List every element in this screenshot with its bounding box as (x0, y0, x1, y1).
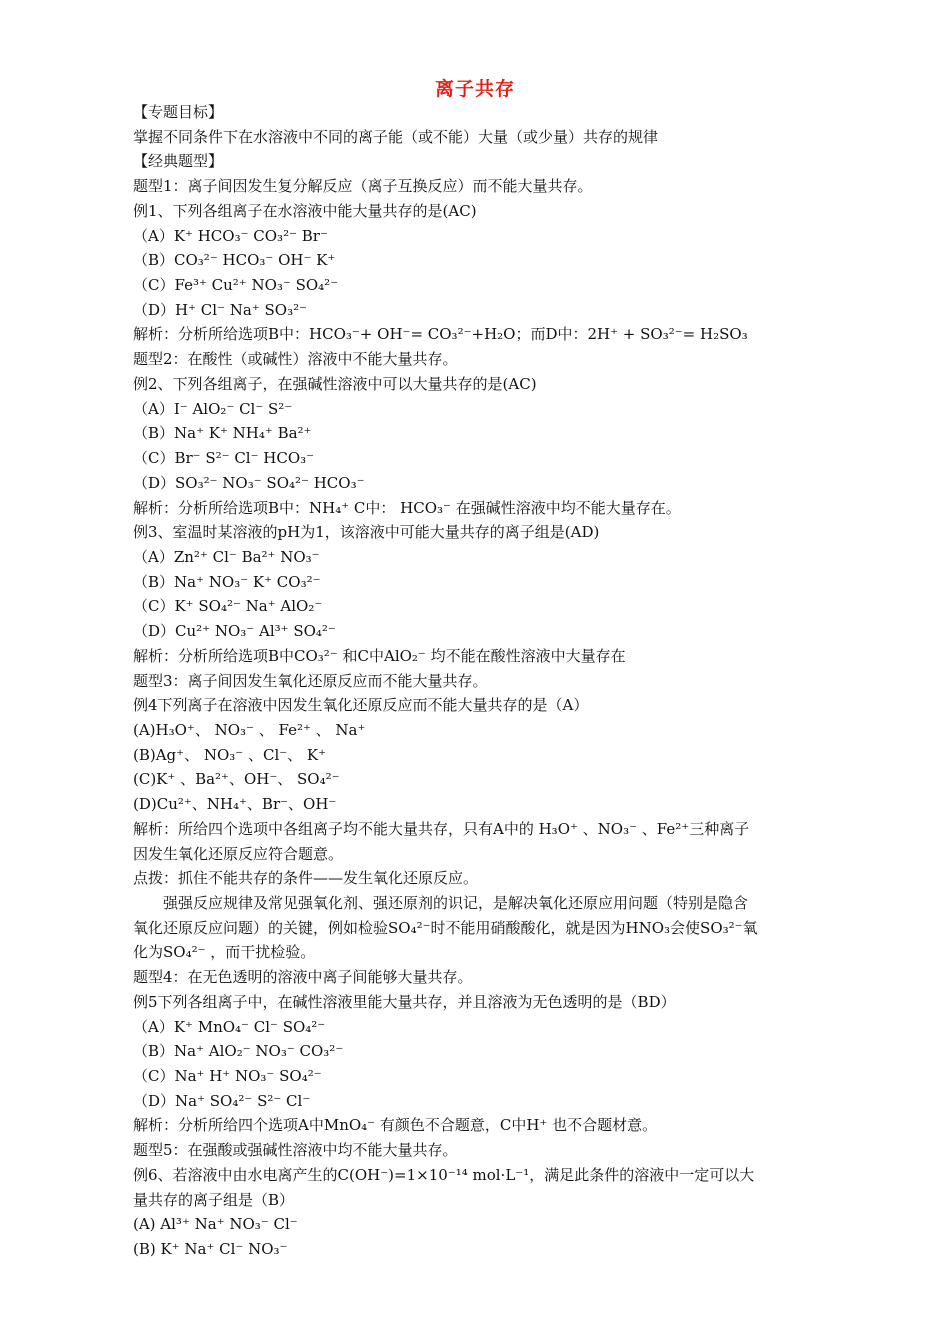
document-body (133, 100, 833, 1262)
text-line: 解析：分析所给选项B中：NH₄⁺ C中： HCO₃⁻ 在强碱性溶液中均不能大量存在。 (133, 498, 681, 517)
page-title: 离子共存 (434, 78, 515, 100)
text-line: 题型1：离子间因发生复分解反应（离子互换反应）而不能大量共存。 (133, 177, 593, 196)
text-line: （B）CO₃²⁻ HCO₃⁻ OH⁻ K⁺ (133, 251, 336, 270)
text-line: 强强反应规律及常见强氧化剂、强还原剂的识记，是解决氧化还原应用问题（特别是隐含 (163, 894, 749, 912)
text-line: 化为SO₄²⁻ ，而干扰检验。 (133, 943, 316, 962)
text-line: 例5下列各组离子中，在碱性溶液里能大量共存，并且溶液为无色透明的是（BD） (133, 992, 676, 1011)
text-line: 例1、下列各组离子在水溶液中能大量共存的是(AC) (133, 201, 477, 220)
text-line: 量共存的离子组是（B） (133, 1190, 295, 1209)
text-line: 解析：所给四个选项中各组离子均不能大量共存，只有A中的 H₃O⁺ 、NO₃⁻ 、Fe²⁺三种离子 (133, 819, 750, 838)
text-line: 掌握不同条件下在水溶液中不同的离子能（或不能）大量（或少量）共存的规律 (133, 127, 659, 146)
text-line: 解析：分析所给选项B中CO₃²⁻ 和C中AlO₂⁻ 均不能在酸性溶液中大量存在 (133, 646, 626, 665)
text-line: （D）H⁺ Cl⁻ Na⁺ SO₃²⁻ (133, 300, 308, 319)
text-line: (B) K⁺ Na⁺ Cl⁻ NO₃⁻ (133, 1240, 288, 1259)
text-line: 因发生氧化还原反应符合题意。 (133, 844, 344, 863)
text-line: （B）Na⁺ NO₃⁻ K⁺ CO₃²⁻ (133, 572, 321, 591)
text-line: （C）K⁺ SO₄²⁻ Na⁺ AlO₂⁻ (133, 597, 323, 616)
text-line: 题型5：在强酸或强碱性溶液中均不能大量共存。 (133, 1141, 458, 1160)
text-line: （B）Na⁺ AlO₂⁻ NO₃⁻ CO₃²⁻ (133, 1042, 344, 1061)
text-line: （D）Cu²⁺ NO₃⁻ Al³⁺ SO₄²⁻ (133, 622, 336, 641)
text-line: （D）Na⁺ SO₄²⁻ S²⁻ Cl⁻ (133, 1091, 311, 1110)
text-line: 解析：分析所给选项B中：HCO₃⁻+ OH⁻= CO₃²⁻+H₂O；而D中：2H⁺ + SO₃²⁻= H₂SO₃ (133, 325, 748, 344)
text-line: (A) Al³⁺ Na⁺ NO₃⁻ Cl⁻ (133, 1215, 298, 1234)
text-line: (A)H₃O⁺、 NO₃⁻ 、 Fe²⁺ 、 Na⁺ (133, 720, 366, 739)
text-line: 【经典题型】 (133, 152, 224, 171)
text-line: （C）Br⁻ S²⁻ Cl⁻ HCO₃⁻ (133, 449, 315, 468)
text-line: 题型2：在酸性（或碱性）溶液中不能大量共存。 (133, 350, 458, 369)
text-line: 例4下列离子在溶液中因发生氧化还原反应而不能大量共存的是（A） (133, 696, 589, 715)
text-line: 解析：分析所给四个选项A中MnO₄⁻ 有颜色不合题意，C中H⁺ 也不合题材意。 (133, 1116, 658, 1135)
text-line: （C）Fe³⁺ Cu²⁺ NO₃⁻ SO₄²⁻ (133, 276, 339, 295)
text-line: 【专题目标】 (133, 103, 224, 121)
text-line: （A）K⁺ HCO₃⁻ CO₃²⁻ Br⁻ (133, 226, 328, 245)
text-line: 题型3：离子间因发生氧化还原反应而不能大量共存。 (133, 671, 488, 690)
text-line: 氧化还原反应问题）的关键，例如检验SO₄²⁻时不能用硝酸酸化，就是因为HNO₃会使SO₃²⁻氧 (133, 918, 758, 937)
text-line: （A）K⁺ MnO₄⁻ Cl⁻ SO₄²⁻ (133, 1017, 326, 1036)
text-line: 例2、下列各组离子，在强碱性溶液中可以大量共存的是(AC) (133, 374, 537, 393)
text-line: 例3、室温时某溶液的pH为1，该溶液中可能大量共存的离子组是(AD) (133, 523, 600, 542)
text-line: (C)K⁺ 、Ba²⁺、OH⁻、 SO₄²⁻ (133, 770, 340, 789)
text-line: （B）Na⁺ K⁺ NH₄⁺ Ba²⁺ (133, 424, 312, 443)
text-line: 例6、若溶液中由水电离产生的C(OH⁻)=1×10⁻¹⁴ mol·L⁻¹，满足此条件的溶液中一定可以大 (133, 1165, 755, 1184)
text-line: (B)Ag⁺、 NO₃⁻ 、Cl⁻、 K⁺ (133, 745, 327, 764)
text-line: （A）Zn²⁺ Cl⁻ Ba²⁺ NO₃⁻ (133, 547, 320, 566)
text-line: （D）SO₃²⁻ NO₃⁻ SO₄²⁻ HCO₃⁻ (133, 473, 365, 492)
text-line: （A）I⁻ AlO₂⁻ Cl⁻ S²⁻ (133, 399, 293, 418)
text-line: （C）Na⁺ H⁺ NO₃⁻ SO₄²⁻ (133, 1067, 322, 1086)
text-line: 点拨：抓住不能共存的条件——发生氧化还原反应。 (133, 869, 479, 888)
text-line: (D)Cu²⁺、NH₄⁺、Br⁻、OH⁻ (133, 795, 337, 814)
text-line: 题型4：在无色透明的溶液中离子间能够大量共存。 (133, 968, 473, 987)
